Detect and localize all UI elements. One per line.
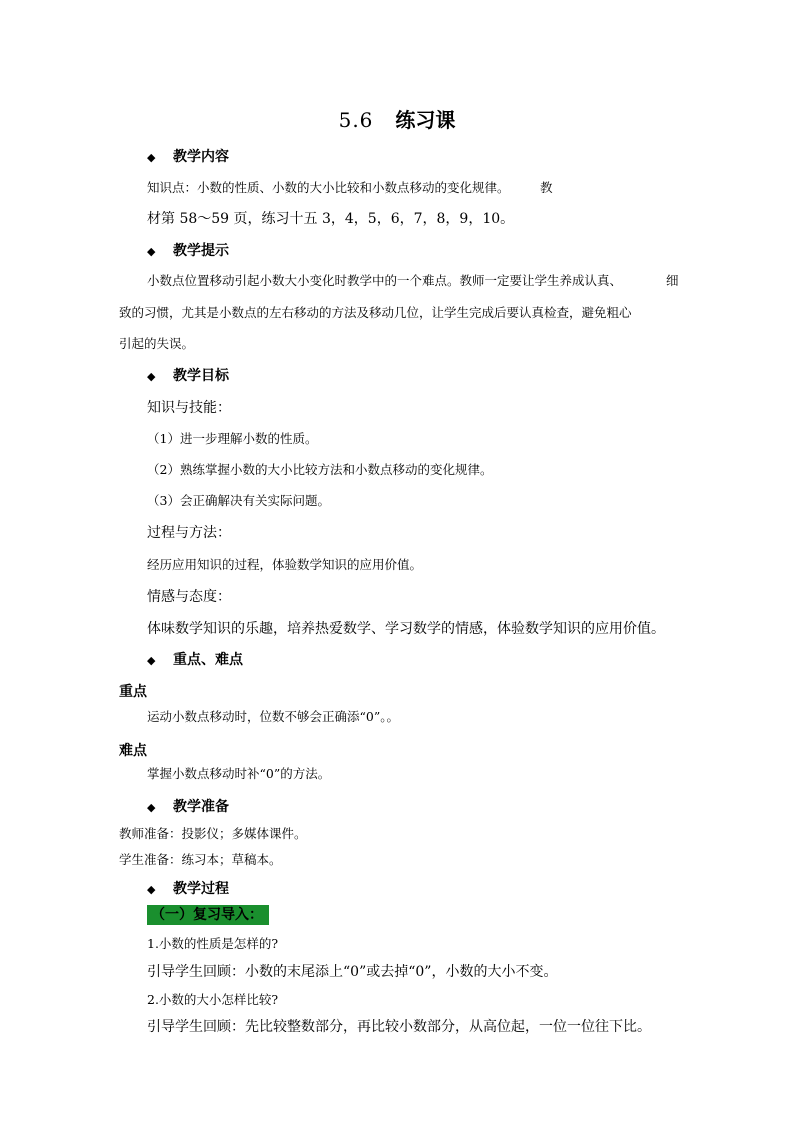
answer-2: 引导学生回顾：先比较整数部分，再比较小数部分，从高位起，一位一位往下比。 [147,1019,651,1035]
hint-line-1-tail: 细 [666,273,679,288]
diamond-bullet-icon: ◆ [147,151,156,164]
key-text: 运动小数点移动时，位数不够会正确添“0”。。 [147,709,399,724]
highlighted-subheading: （一）复习导入： [147,905,269,925]
heading-content: ◆ 教学内容 [147,149,229,165]
diamond-bullet-icon: ◆ [147,883,156,896]
title-number: 5.6 [338,108,374,132]
student-prep: 学生准备：练习本；草稿本。 [119,852,282,867]
hint-line-3: 引起的失误。 [119,336,195,351]
title-text: 练习课 [395,108,456,132]
diamond-bullet-icon: ◆ [147,801,156,814]
difficulty-label: 难点 [119,743,147,759]
heading-process: ◆ 教学过程 [147,881,229,897]
diamond-bullet-icon: ◆ [147,370,156,383]
diamond-bullet-icon: ◆ [147,245,156,258]
knowledge-label: 知识与技能： [147,400,231,416]
question-2: 2.小数的大小怎样比较? [147,992,279,1007]
heading-goals: ◆ 教学目标 [147,368,229,384]
goal-item-1: （1）进一步理解小数的性质。 [147,431,318,446]
process-part-1 [147,904,269,924]
page-title [0,104,794,133]
heading-key-points: ◆ 重点、难点 [147,652,243,668]
teacher-prep: 教师准备：投影仪；多媒体课件。 [119,826,307,841]
process-label: 过程与方法： [147,525,231,541]
content-line-2: 材第 58～59 页，练习十五 3，4，5，6，7，8，9，10。 [147,211,515,227]
key-label: 重点 [119,684,147,700]
content-line-1-tail: 教 [540,180,553,195]
emotion-text: 体味数学知识的乐趣，培养热爱数学、学习数学的情感，体验数学知识的应用价值。 [147,621,665,637]
emotion-label: 情感与态度： [147,589,231,605]
content-line-1: 知识点：小数的性质、小数的大小比较和小数点移动的变化规律。 [147,180,510,195]
heading-hint: ◆ 教学提示 [147,243,229,259]
answer-1: 引导学生回顾：小数的末尾添上“0”或去掉“0”，小数的大小不变。 [147,964,558,980]
hint-line-2: 致的习惯，尤其是小数点的左右移动的方法及移动几位，让学生完成后要认真检查，避免粗心 [119,305,632,320]
question-1: 1.小数的性质是怎样的? [147,936,279,951]
process-text: 经历应用知识的过程，体验数学知识的应用价值。 [147,557,423,572]
difficulty-text: 掌握小数点移动时补“0”的方法。 [147,766,331,781]
hint-line-1: 小数点位置移动引起小数大小变化时教学中的一个难点。教师一定要让学生养成认真、 [147,273,623,288]
heading-preparation: ◆ 教学准备 [147,799,229,815]
goal-item-3: （3）会正确解决有关实际问题。 [147,493,330,508]
goal-item-2: （2）熟练掌握小数的大小比较方法和小数点移动的变化规律。 [147,462,493,477]
diamond-bullet-icon: ◆ [147,654,156,667]
